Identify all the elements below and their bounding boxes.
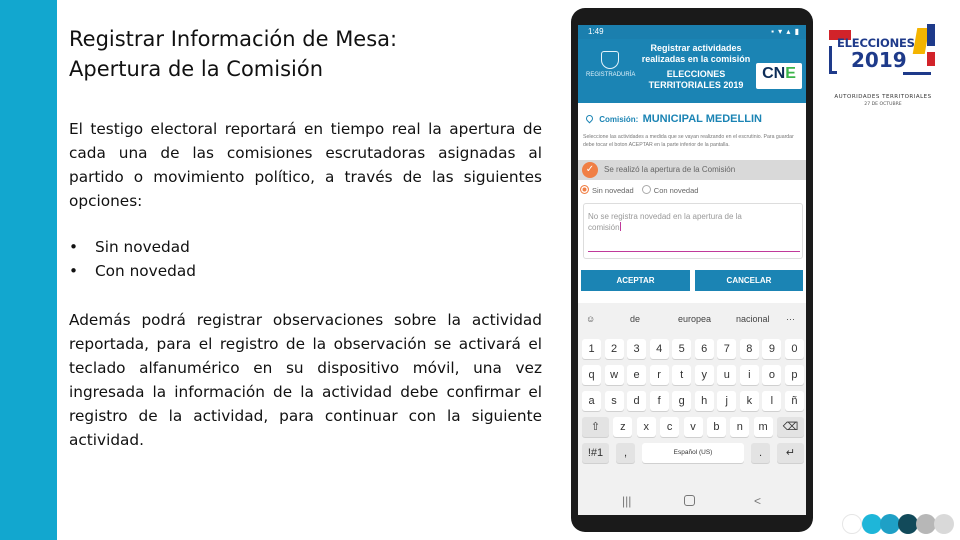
enter-key[interactable]: ↵ (777, 443, 804, 463)
key-row4-0[interactable]: ⇧ (582, 417, 609, 437)
decorative-dots (842, 514, 960, 536)
radio-con-label: Con novedad (653, 186, 699, 195)
keyboard-row-numbers (582, 339, 804, 359)
status-bar (578, 25, 806, 39)
key-row4-3[interactable]: c (660, 417, 679, 437)
key-row3-1[interactable]: s (605, 391, 624, 411)
emoji-icon[interactable]: ☺ (586, 314, 596, 324)
radio-selected-icon[interactable] (580, 185, 589, 194)
key-row3-5[interactable]: h (695, 391, 714, 411)
slide-title (69, 24, 539, 84)
key-row2-3[interactable]: r (650, 365, 669, 385)
key-row4-8[interactable]: ⌫ (777, 417, 804, 437)
comma-key[interactable]: , (616, 443, 635, 463)
app-subtitle: ELECCIONES TERRITORIALES 2019 (648, 69, 744, 90)
logo-word: ELECCIONES (837, 36, 915, 50)
suggestion-3[interactable]: nacional (736, 314, 770, 324)
radio-unselected-icon[interactable] (642, 185, 651, 194)
key-row1-4[interactable]: 5 (672, 339, 691, 359)
symbols-key[interactable]: !#1 (582, 443, 609, 463)
key-row4-7[interactable]: m (754, 417, 773, 437)
slide-title-line-1: Registrar Información de Mesa: (69, 27, 398, 51)
logo-date: 27 DE OCTUBRE (864, 102, 902, 107)
logo-blue-stripe (927, 24, 935, 46)
accept-button[interactable]: ACEPTAR (581, 270, 690, 291)
observation-underline (588, 251, 800, 252)
status-time: 1:49 (588, 27, 604, 36)
observation-text[interactable] (588, 212, 768, 233)
option-sin-novedad: • Sin novedad (69, 235, 196, 259)
suggestion-1[interactable]: de (630, 314, 641, 324)
option-con-novedad: • Con novedad (69, 259, 196, 283)
home-icon[interactable] (684, 495, 695, 506)
key-row3-7[interactable]: k (740, 391, 759, 411)
on-screen-keyboard (578, 303, 806, 515)
commission-label: Comisión: (599, 115, 639, 124)
key-row3-4[interactable]: g (672, 391, 691, 411)
key-row2-9[interactable]: p (785, 365, 804, 385)
key-row4-1[interactable]: z (613, 417, 632, 437)
intro-paragraph: El testigo electoral reportará en tiempo real la apertura de cada una de las comisiones escrutadoras asignadas al partido o movimiento político, a través de las siguientes opciones: (69, 120, 542, 210)
key-row4-4[interactable]: v (684, 417, 703, 437)
check-icon[interactable]: ✓ (582, 162, 598, 178)
cancel-button[interactable]: CANCELAR (695, 270, 803, 291)
keyboard-row-middle (582, 391, 804, 411)
key-row2-4[interactable]: t (672, 365, 691, 385)
key-row3-3[interactable]: f (650, 391, 669, 411)
key-row1-8[interactable]: 9 (762, 339, 781, 359)
key-row3-0[interactable]: a (582, 391, 601, 411)
activity-item[interactable] (578, 160, 806, 180)
key-row2-6[interactable]: u (717, 365, 736, 385)
text-cursor (620, 222, 621, 231)
key-row2-7[interactable]: i (740, 365, 759, 385)
space-key[interactable]: Español (US) (642, 443, 744, 463)
logo-red-stripe-2 (927, 52, 935, 66)
key-row3-2[interactable]: d (627, 391, 646, 411)
phone-screen (578, 25, 806, 515)
more-icon[interactable]: ··· (786, 314, 795, 324)
key-row2-8[interactable]: o (762, 365, 781, 385)
key-row1-0[interactable]: 1 (582, 339, 601, 359)
key-row1-5[interactable]: 6 (695, 339, 714, 359)
key-row1-1[interactable]: 2 (605, 339, 624, 359)
slide-title-line-2: Apertura de la Comisión (69, 57, 324, 81)
radio-sin-label: Sin novedad (592, 186, 634, 195)
app-header (578, 39, 806, 103)
key-row4-5[interactable]: b (707, 417, 726, 437)
key-row1-3[interactable]: 4 (650, 339, 669, 359)
logo-frame-bottom (903, 72, 931, 75)
key-row4-6[interactable]: n (730, 417, 749, 437)
registraduria-crest (586, 51, 634, 91)
logo-tagline: AUTORIDADES TERRITORIALES (834, 94, 932, 100)
dot-dark-teal (898, 514, 918, 534)
logo-year: 2019 (851, 48, 907, 72)
commission-row (586, 111, 800, 127)
commission-value: MUNICIPAL MEDELLIN (642, 113, 762, 125)
key-row3-9[interactable]: ñ (785, 391, 804, 411)
dot-cyan (862, 514, 882, 534)
recent-apps-icon[interactable]: ||| (622, 494, 632, 508)
observation-field[interactable] (583, 203, 803, 259)
app-title: Registrar actividades realizadas en la comisión (641, 43, 751, 64)
android-nav-bar (578, 489, 806, 513)
cne-logo-e: E (785, 65, 796, 82)
key-row1-2[interactable]: 3 (627, 339, 646, 359)
key-row2-0[interactable]: q (582, 365, 601, 385)
instructions-text: Seleccione las actividades a medida que se vayan realizando en el escrutinio. Para guardar debe tocar el boton ACEPTAR en la parte inferior de la pantalla. (583, 134, 794, 148)
dot-gray (916, 514, 936, 534)
dot-blue (880, 514, 900, 534)
options-list (69, 235, 196, 283)
key-row2-2[interactable]: e (627, 365, 646, 385)
key-row3-6[interactable]: j (717, 391, 736, 411)
back-icon[interactable]: < (754, 494, 762, 508)
key-row1-6[interactable]: 7 (717, 339, 736, 359)
period-key[interactable]: . (751, 443, 770, 463)
keyboard-row-space (582, 443, 804, 463)
crest-text: REGISTRADURÍA (586, 72, 636, 78)
dot-white (842, 514, 862, 534)
observation-value: No se registra novedad en la apertura de la comisión (588, 212, 742, 232)
activity-label: Se realizó la apertura de la Comisión (604, 165, 736, 174)
radio-con-novedad[interactable] (642, 186, 699, 195)
status-icons: ▪ ▾ ▴ ▮ (771, 27, 800, 36)
phone-mockup (571, 8, 813, 532)
elecciones-2019-logo (823, 18, 935, 107)
key-row4-2[interactable]: x (637, 417, 656, 437)
key-row1-9[interactable]: 0 (785, 339, 804, 359)
novelty-radio-group (580, 185, 800, 197)
key-row3-8[interactable]: l (762, 391, 781, 411)
shield-icon (601, 51, 619, 69)
keyboard-row-bottom (582, 417, 804, 437)
left-accent-bar (0, 0, 57, 540)
key-row2-5[interactable]: y (695, 365, 714, 385)
logo-frame-left (829, 46, 837, 74)
suggestion-bar (578, 307, 806, 331)
cne-logo-text: CN (762, 65, 786, 82)
suggestion-2[interactable]: europea (678, 314, 712, 324)
location-pin-icon (585, 114, 595, 124)
key-row2-1[interactable]: w (605, 365, 624, 385)
observations-paragraph: Además podrá registrar observaciones sobre la actividad reportada, para el registro de la observación se activará el teclado alfanumérico en su dispositivo móvil, una vez ingresada la información de la actividad debe confirmar el registro de la actividad, para continuar con la siguiente actividad. (69, 311, 542, 449)
radio-sin-novedad[interactable] (580, 186, 634, 195)
cne-logo (756, 63, 802, 89)
keyboard-row-top (582, 365, 804, 385)
key-row1-7[interactable]: 8 (740, 339, 759, 359)
dot-light-gray (934, 514, 954, 534)
